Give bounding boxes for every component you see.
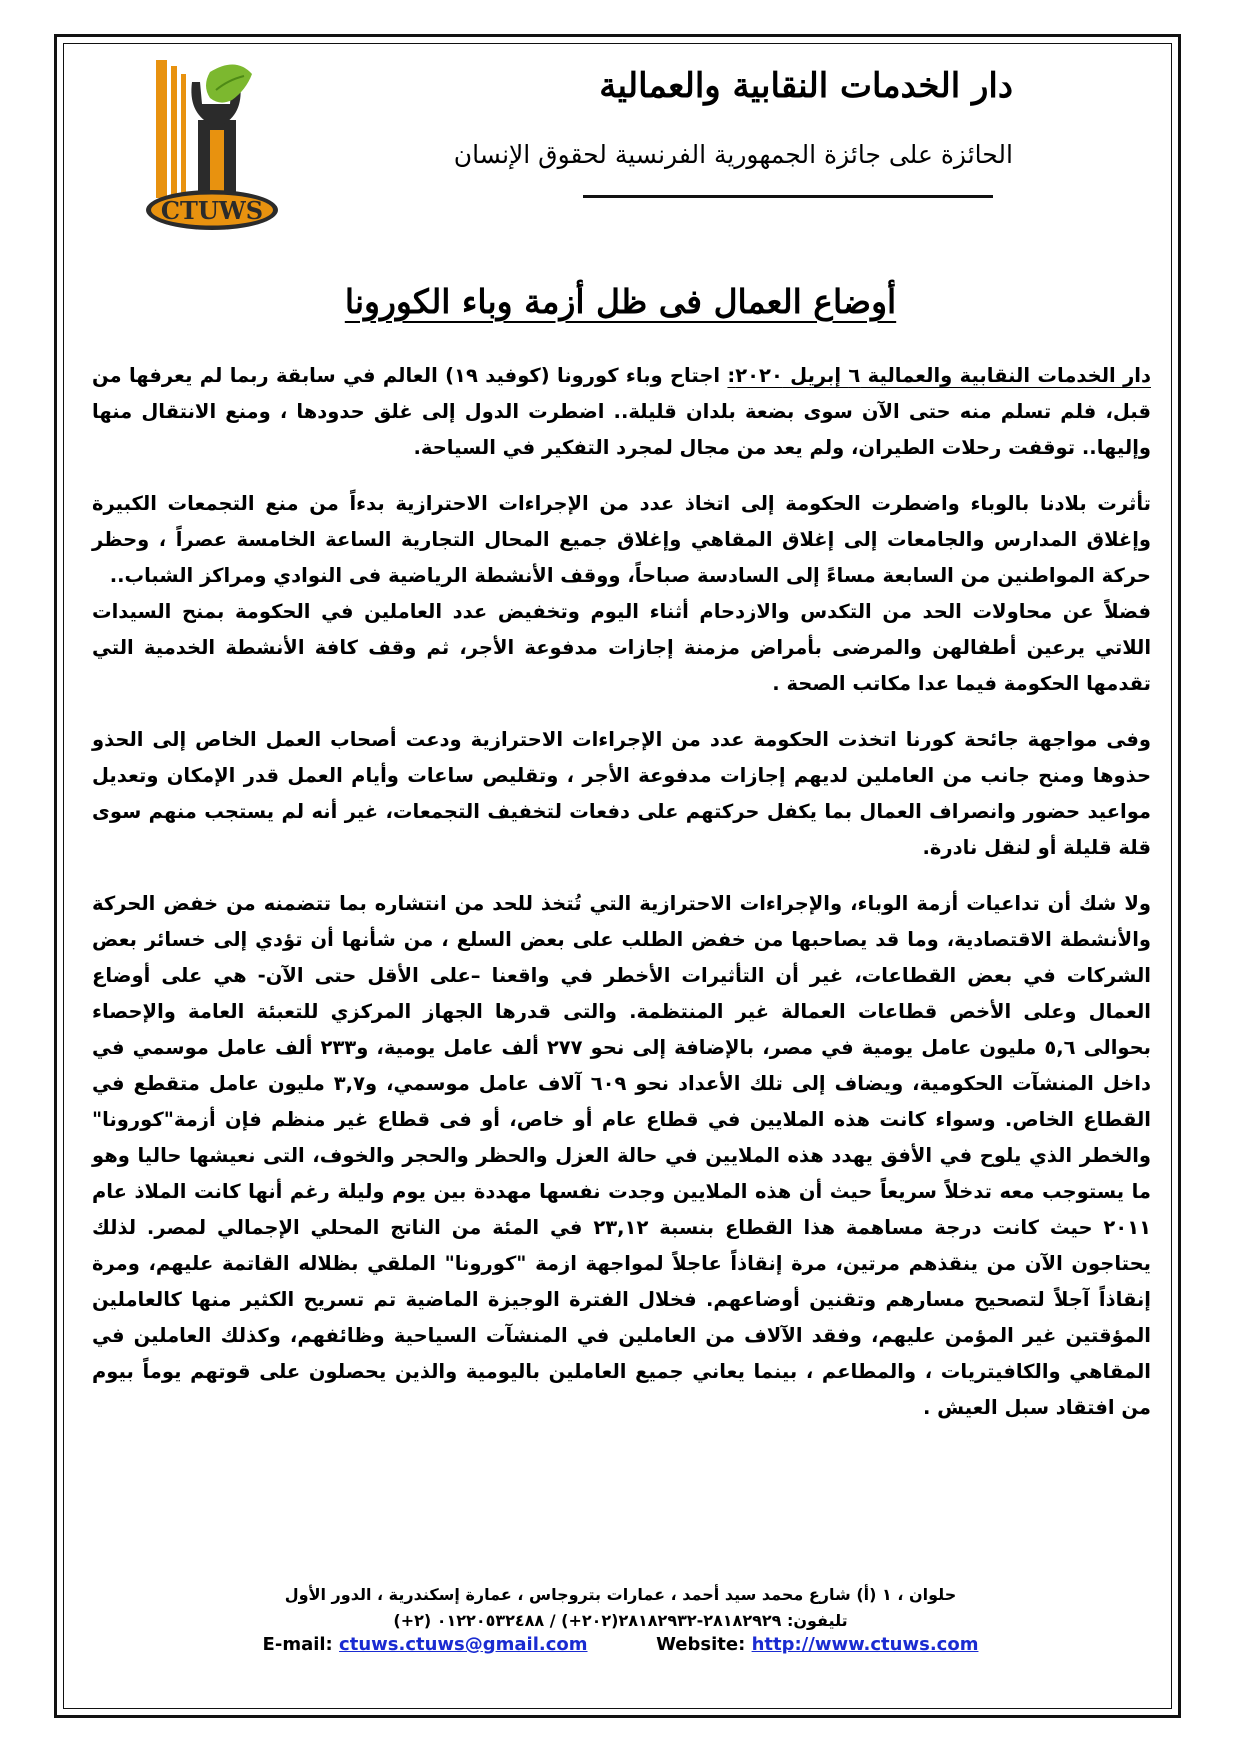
document-body xyxy=(92,358,1151,1426)
website-label: Website: xyxy=(656,1634,746,1655)
paragraph-5: ولا شك أن تداعيات أزمة الوباء، والإجراءات الاحترازية التي تُتخذ للحد من انتشاره بما تتضمنه من خفض الحركة والأنشطة الاقتصادية، وما قد يصاحبها من خفض الطلب على بعض السلع ، من شأنها أن تؤدي إلى خسائر بعض الشركات في بعض القطاعات، غير أن التأثيرات الأخطر في واقعنا –على الأقل حتى الآن- هي على أوضاع العمال وعلى الأخص قطاعات العمالة غير المنتظمة. والتى قدرها الجهاز المركزي للتعبئة العامة والإحصاء بحوالى ٥,٦ مليون عامل يومية في مصر، بالإضافة إلى نحو ٢٧٧ ألف عامل يومية، و٢٣٣ ألف عامل موسمي في داخل المنشآت الحكومية، ويضاف إلى تلك الأعداد نحو ٦٠٩ آلاف عامل موسمي، و٣,٧ مليون عامل متقطع في القطاع الخاص. وسواء كانت هذه الملايين في قطاع عام أو خاص، أو فى قطاع غير منظم فإن أزمة"كورونا" والخطر الذي يلوح في الأفق يهدد هذه الملايين في حالة العزل والحظر والحجر والخوف، التى نعيشها حاليا وهو ما يستوجب معه تدخلاً سريعاً حيث أن هذه الملايين وجدت نفسها مهددة بين يوم وليلة رغم أنها كانت الملاذ عام ٢٠١١ حيث كانت درجة مساهمة هذا القطاع بنسبة ٢٣,١٢ في المئة من الناتج المحلي الإجمالي لمصر. لذلك يحتاجون الآن من ينقذهم مرتين، مرة إنقاذاً عاجلاً لمواجهة ازمة "كورونا" الملقي بظلاله القاتمة عليهم، ومرة إنقاذاً آجلاً لتصحيح مسارهم وتقنين أوضاعهم. فخلال الفترة الوجيزة الماضية تم تسريح الكثير منها كالعاملين المؤقتين غير المؤمن عليهم، وفقد الآلاف من العاملين في المنشآت السياحية وظائفهم، وكذلك العاملين في المقاهي والكافيتريات ، والمطاعم ، بينما يعاني جميع العاملين باليومية والذين يحصلون على قوتهم يوماً بيوم من افتقاد سبل العيش . xyxy=(92,892,1152,1419)
paragraph-1 xyxy=(92,358,1151,466)
paragraph-2: تأثرت بلادنا بالوباء واضطرت الحكومة إلى اتخاذ عدد من الإجراءات الاحترازية بدءاً من منع التجمعات الكبيرة وإغلاق المدارس والجامعات إلى إغلاق المقاهي وإغلاق جميع المحال التجارية الساعة الخامسة عصراً ، وحظر حركة المواطنين من السابعة مساءً إلى السادسة صباحاً، ووقف الأنشطة الرياضية فى النوادي ومراكز الشباب.. xyxy=(92,492,1151,587)
document-title-text: أوضاع العمال فى ظل أزمة وباء الكورونا xyxy=(344,282,897,321)
footer-phones: تليفون: ٢٨١٨٢٩٢٩-٢٨١٨٢٩٣٢(٢٠٢+) / ٠١٢٢٠٥٣٢٤٨٨ (٢+) xyxy=(393,1611,848,1630)
organization-award: الحائزة على جائزة الجمهورية الفرنسية لحقوق الإنسان xyxy=(453,140,1013,169)
document-title xyxy=(0,282,1241,321)
paragraph-3: فضلاً عن محاولات الحد من التكدس والازدحام أثناء اليوم وتخفيض عدد العاملين في الحكومة بمنح السيدات اللاتي يرعين أطفالهن والمرضى بأمراض مزمنة إجازات مدفوعة الأجر، ثم وقف كافة الأنشطة الخدمية التي تقدمها الحكومة فيما عدا مكاتب الصحة . xyxy=(92,600,1151,695)
paragraph-1-lead: دار الخدمات النقابية والعمالية ٦ إبريل ٢٠٢٠: xyxy=(727,364,1151,387)
website-link[interactable]: http://www.ctuws.com xyxy=(751,1634,979,1655)
organization-name: دار الخدمات النقابية والعمالية xyxy=(599,66,1013,106)
header-divider xyxy=(583,195,993,198)
email-label: E-mail: xyxy=(262,1634,333,1655)
footer-contact xyxy=(0,1634,1241,1655)
paragraph-4: وفى مواجهة جائحة كورنا اتخذت الحكومة عدد من الإجراءات الاحترازية ودعت أصحاب العمل الخاص إلى الحذو حذوها ومنح جانب من العاملين لديهم إجازات مدفوعة الأجر ، وتقليص ساعات وأيام العمل قدر الإمكان وتعديل مواعيد حضور وانصراف العمال بما يكفل حركتهم على دفعات لتخفيف التجمعات، غير أنه لم يستجب منهم سوى قلة قليلة أو لنقل نادرة. xyxy=(92,728,1151,859)
footer-address-block xyxy=(0,1582,1241,1634)
paragraph-1-text: اجتاح وباء كورونا (كوفيد ١٩) العالم في سابقة ربما لم يعرفها من قبل، فلم تسلم منه حتى الآن سوى بضعة بلدان قليلة.. اضطرت الدول إلى غلق حدودها ، ومنع الانتقال منها وإليها.. توقفت رحلات الطيران، ولم يعد من مجال لمجرد التفكير في السياحة. xyxy=(92,364,1151,459)
email-link[interactable]: ctuws.ctuws@gmail.com xyxy=(339,1634,588,1655)
footer-address: حلوان ، ١ (أ) شارع محمد سيد أحمد ، عمارات بتروجاس ، عمارة إسكندرية ، الدور الأول xyxy=(284,1585,957,1604)
logo-text: CTUWS xyxy=(160,196,264,225)
ctuws-logo xyxy=(140,60,290,230)
ctuws-logo-icon xyxy=(140,60,290,230)
